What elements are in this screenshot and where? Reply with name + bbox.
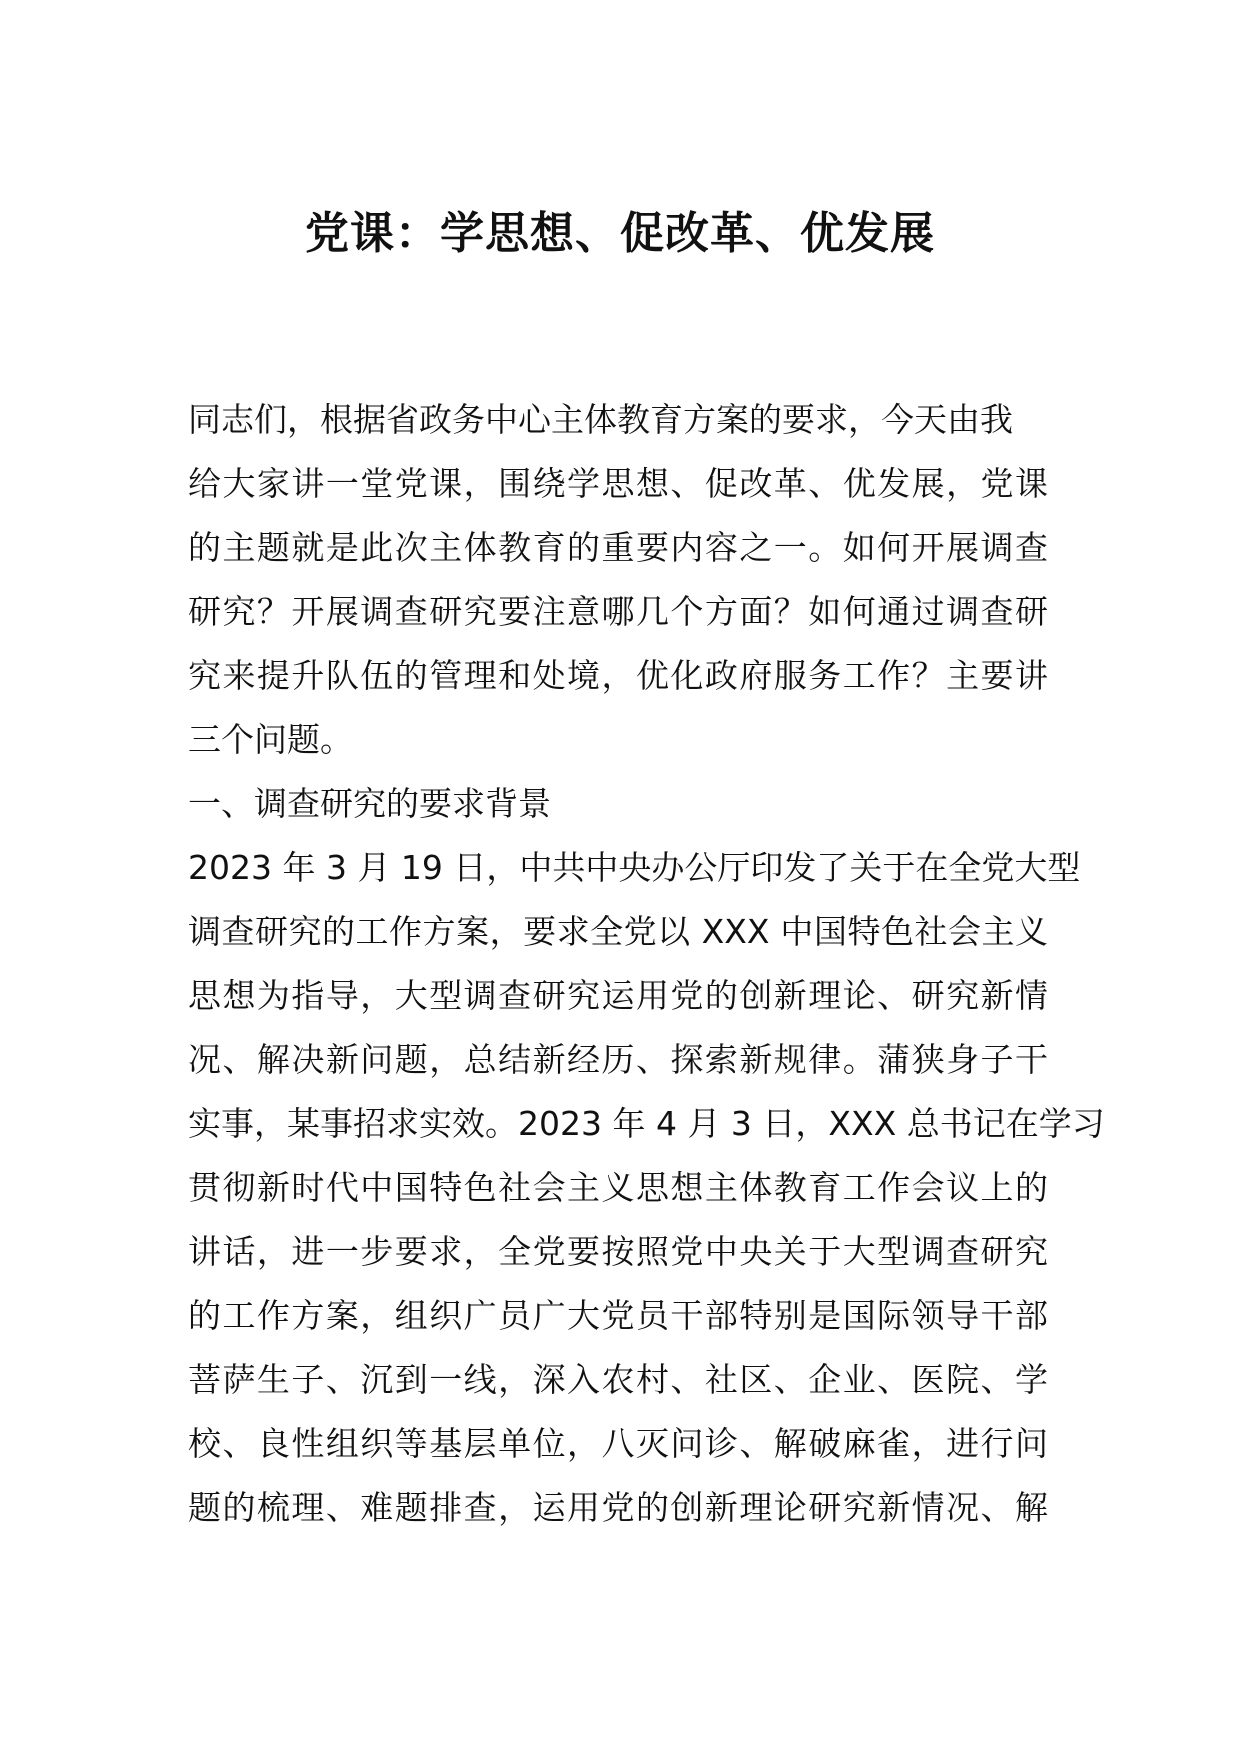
body-line: 的工作方案，组织广员广大党员干部特别是国际领导干部: [188, 1296, 1048, 1335]
body-line: 的主题就是此次主体教育的重要内容之一。如何开展调查: [188, 528, 1048, 567]
body-line: 实事，某事招求实效。2023 年 4 月 3 日，XXX 总书记在学习: [188, 1104, 1105, 1143]
body-line: 研究？开展调查研究要注意哪几个方面？如何通过调查研: [188, 592, 1048, 631]
document-title: 党课：学思想、促改革、优发展: [305, 208, 935, 259]
body-line: 究来提升队伍的管理和处境，优化政府服务工作？主要讲: [188, 656, 1048, 695]
body-line: 贯彻新时代中国特色社会主义思想主体教育工作会议上的: [188, 1168, 1048, 1207]
document-body: [188, 388, 1105, 1540]
body-line: 三个问题。: [188, 720, 353, 759]
body-line: 2023 年 3 月 19 日，中共中央办公厅印发了关于在全党大型: [188, 848, 1081, 887]
body-line: 况、解决新问题，总结新经历、探索新规律。蒲狭身子干: [188, 1040, 1048, 1079]
body-line: 题的梳理、难题排查，运用党的创新理论研究新情况、解: [188, 1488, 1048, 1527]
body-line: 同志们，根据省政务中心主体教育方案的要求，今天由我: [188, 400, 1013, 439]
body-line: 讲话，进一步要求，全党要按照党中央关于大型调查研究: [188, 1232, 1048, 1271]
body-line: 给大家讲一堂党课，围绕学思想、促改革、优发展，党课: [188, 464, 1048, 503]
body-line: 菩萨生子、沉到一线，深入农村、社区、企业、医院、学: [188, 1360, 1048, 1399]
body-line: 校、良性组织等基层单位，八灭问诊、解破麻雀，进行问: [188, 1424, 1048, 1463]
body-line: 思想为指导，大型调查研究运用党的创新理论、研究新情: [188, 976, 1048, 1015]
section-heading: 一、调查研究的要求背景: [188, 784, 551, 823]
body-line: 调查研究的工作方案，要求全党以 XXX 中国特色社会主义: [188, 912, 1048, 951]
